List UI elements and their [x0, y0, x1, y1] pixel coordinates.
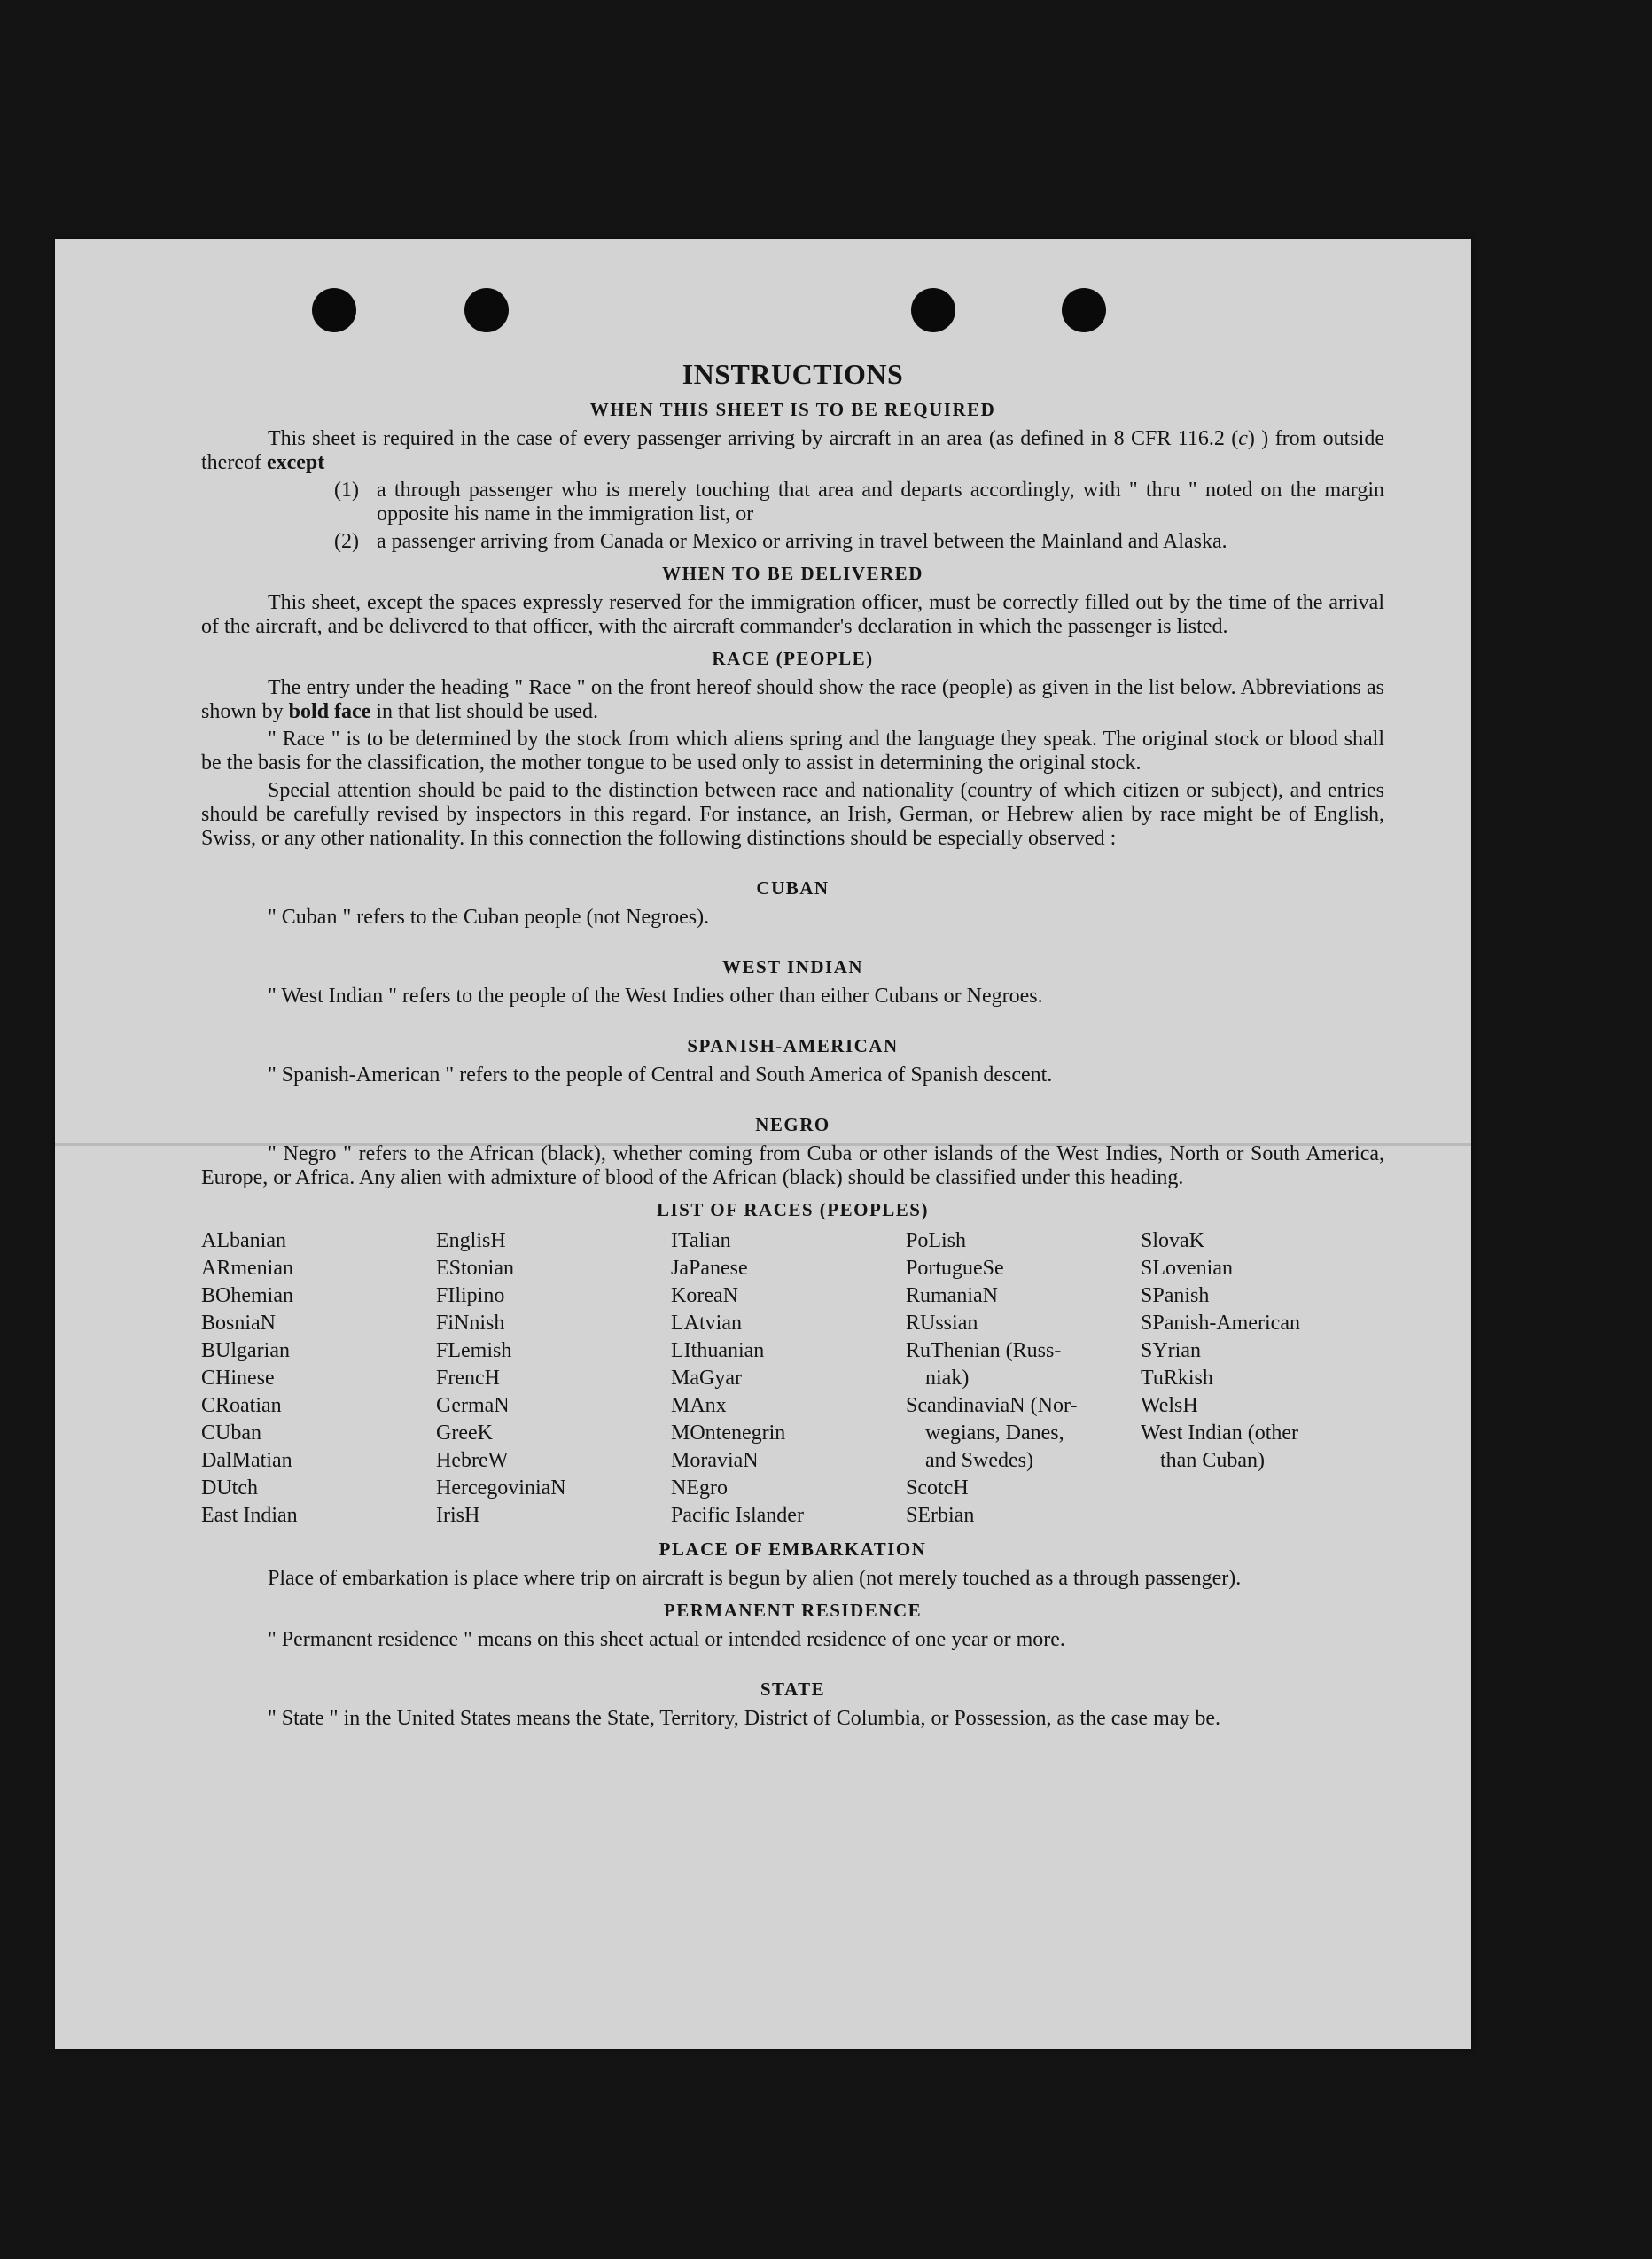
race-item: West Indian (other	[1141, 1422, 1299, 1445]
race-item: CUban	[201, 1422, 261, 1445]
negro-text: " Negro " refers to the African (black), whether coming from Cuba or other islands of the West Indies, North or South America, Europe, or Africa. Any alien with admixture of blood of the African (black) should be classified under this heading.	[201, 1142, 1384, 1189]
race-item: HebreW	[436, 1449, 509, 1472]
race-paragraph-2: " Race " is to be determined by the stock from which aliens spring and the language they speak. The original stock or blood shall be the basis for the classification, the mother tongue to be used only to assist in determining the original stock.	[201, 728, 1384, 775]
race-item: WelsH	[1141, 1394, 1198, 1417]
embarkation-text: Place of embarkation is place where trip on aircraft is begun by alien (not merely touched as a through passenger).	[268, 1567, 1242, 1590]
race-item: ALbanian	[201, 1229, 286, 1252]
heading-race: RACE (PEOPLE)	[712, 648, 874, 669]
race-item: SPanish-American	[1141, 1312, 1300, 1335]
heading-cuban: CUBAN	[756, 877, 830, 899]
heading-list-of-races: LIST OF RACES (PEOPLES)	[657, 1199, 929, 1220]
required-text: This sheet is required in the case of every passenger arriving by aircraft in an area (as defined in 8 CFR 116.2 (c) ) from outside thereof except	[201, 427, 1384, 474]
race-item: ScandinaviaN (Nor-	[906, 1394, 1078, 1417]
delivered-text: This sheet, except the spaces expressly reserved for the immigration officer, must be correctly filled out by the time of the arrival of the aircraft, and be delivered to that officer, with the aircraft commander's declaration in which the passenger is listed.	[201, 591, 1384, 638]
heading-embarkation: PLACE OF EMBARKATION	[658, 1538, 927, 1560]
heading-required: WHEN THIS SHEET IS TO BE REQUIRED	[589, 399, 996, 420]
race-item: PortugueSe	[906, 1257, 1004, 1280]
page-title: INSTRUCTIONS	[682, 358, 904, 390]
race-item: CRoatian	[201, 1394, 282, 1417]
race-item: KoreaN	[671, 1284, 738, 1307]
race-item: LIthuanian	[671, 1339, 765, 1362]
race-item: SYrian	[1141, 1339, 1201, 1362]
heading-west-indian: WEST INDIAN	[721, 956, 864, 978]
race-item: BOhemian	[201, 1284, 293, 1307]
race-item: EStonian	[436, 1257, 514, 1280]
race-item: DalMatian	[201, 1449, 292, 1472]
race-item: GreeK	[436, 1422, 493, 1445]
punch-hole	[312, 288, 356, 332]
heading-negro: NEGRO	[755, 1114, 830, 1135]
exception-item-2: (2) a passenger arriving from Canada or Mexico or arriving in travel between the Mainland and Alaska.	[334, 530, 1227, 553]
race-item: Pacific Islander	[671, 1504, 804, 1527]
exception-item-1: (1) a through passenger who is merely touching that area and departs accordingly, with " thru " noted on the margin opposite his name in the immigration list, or	[334, 479, 1384, 526]
races-column	[671, 1227, 906, 1530]
punch-hole	[1062, 288, 1106, 332]
race-item: LAtvian	[671, 1312, 742, 1335]
race-item: TuRkish	[1141, 1367, 1213, 1390]
heading-delivered: WHEN TO BE DELIVERED	[662, 563, 923, 584]
race-item: IrisH	[436, 1504, 480, 1527]
race-item: SErbian	[906, 1504, 975, 1527]
punch-hole	[911, 288, 955, 332]
race-item: MAnx	[671, 1394, 727, 1417]
race-item: RumaniaN	[906, 1284, 998, 1307]
heading-state: STATE	[760, 1679, 826, 1700]
west-indian-text: " West Indian " refers to the people of the West Indies other than either Cubans or Negroes.	[268, 985, 1043, 1008]
race-item: FIlipino	[436, 1284, 505, 1307]
race-item: SPanish	[1141, 1284, 1210, 1307]
cuban-text: " Cuban " refers to the Cuban people (not Negroes).	[268, 906, 710, 929]
race-item: MOntenegrin	[671, 1422, 786, 1445]
punch-hole	[464, 288, 509, 332]
race-item: CHinese	[201, 1367, 275, 1390]
race-item: wegians, Danes,	[925, 1422, 1064, 1445]
race-item: ScotcH	[906, 1476, 969, 1500]
heading-spanish-american: SPANISH-AMERICAN	[687, 1035, 899, 1056]
race-item: BUlgarian	[201, 1339, 290, 1362]
race-item: niak)	[925, 1367, 970, 1390]
race-item: and Swedes)	[925, 1449, 1033, 1472]
race-paragraph-1: The entry under the heading " Race " on the front hereof should show the race (people) as given in the list below. Abbreviations as shown by bold face in that list should be used.	[201, 676, 1384, 723]
race-item: than Cuban)	[1160, 1449, 1265, 1472]
race-item: HercegoviniaN	[436, 1476, 566, 1500]
race-item: ARmenian	[201, 1257, 293, 1280]
race-paragraph-3: Special attention should be paid to the distinction between race and nationality (country of which citizen or subject), and entries should be carefully revised by inspectors in this regard. For instance, an Irish, German, or Hebrew alien by race might be of English, Swiss, or any other nationality. In this connection the following distinctions should be especially observed :	[201, 779, 1384, 850]
heading-residence: PERMANENT RESIDENCE	[663, 1600, 923, 1621]
race-item: DUtch	[201, 1476, 258, 1500]
races-column	[906, 1227, 1141, 1530]
race-item: NEgro	[671, 1476, 728, 1500]
races-column	[201, 1227, 436, 1530]
race-item: PoLish	[906, 1229, 967, 1252]
race-item: GermaN	[436, 1394, 510, 1417]
instructions-body	[201, 358, 1384, 1734]
races-list	[201, 1227, 1384, 1530]
race-item: BosniaN	[201, 1312, 276, 1335]
race-item: SlovaK	[1141, 1229, 1204, 1252]
race-item: FiNnish	[436, 1312, 505, 1335]
races-column	[1141, 1227, 1384, 1530]
race-item: FLemish	[436, 1339, 512, 1362]
instruction-sheet	[55, 239, 1471, 2049]
state-text: " State " in the United States means the State, Territory, District of Columbia, or Possession, as the case may be.	[268, 1707, 1221, 1730]
residence-text: " Permanent residence " means on this sheet actual or intended residence of one year or more.	[268, 1628, 1065, 1651]
race-item: East Indian	[201, 1504, 298, 1527]
race-item: EnglisH	[436, 1229, 506, 1252]
race-item: ITalian	[671, 1229, 731, 1252]
race-item: RUssian	[906, 1312, 978, 1335]
spanish-american-text: " Spanish-American " refers to the people of Central and South America of Spanish descent.	[268, 1063, 1053, 1087]
races-column	[436, 1227, 671, 1530]
race-item: RuThenian (Russ-	[906, 1339, 1062, 1362]
race-item: MaGyar	[671, 1367, 742, 1390]
race-item: MoraviaN	[671, 1449, 759, 1472]
race-item: JaPanese	[671, 1257, 748, 1280]
race-item: SLovenian	[1141, 1257, 1233, 1280]
race-item: FrencH	[436, 1367, 500, 1390]
